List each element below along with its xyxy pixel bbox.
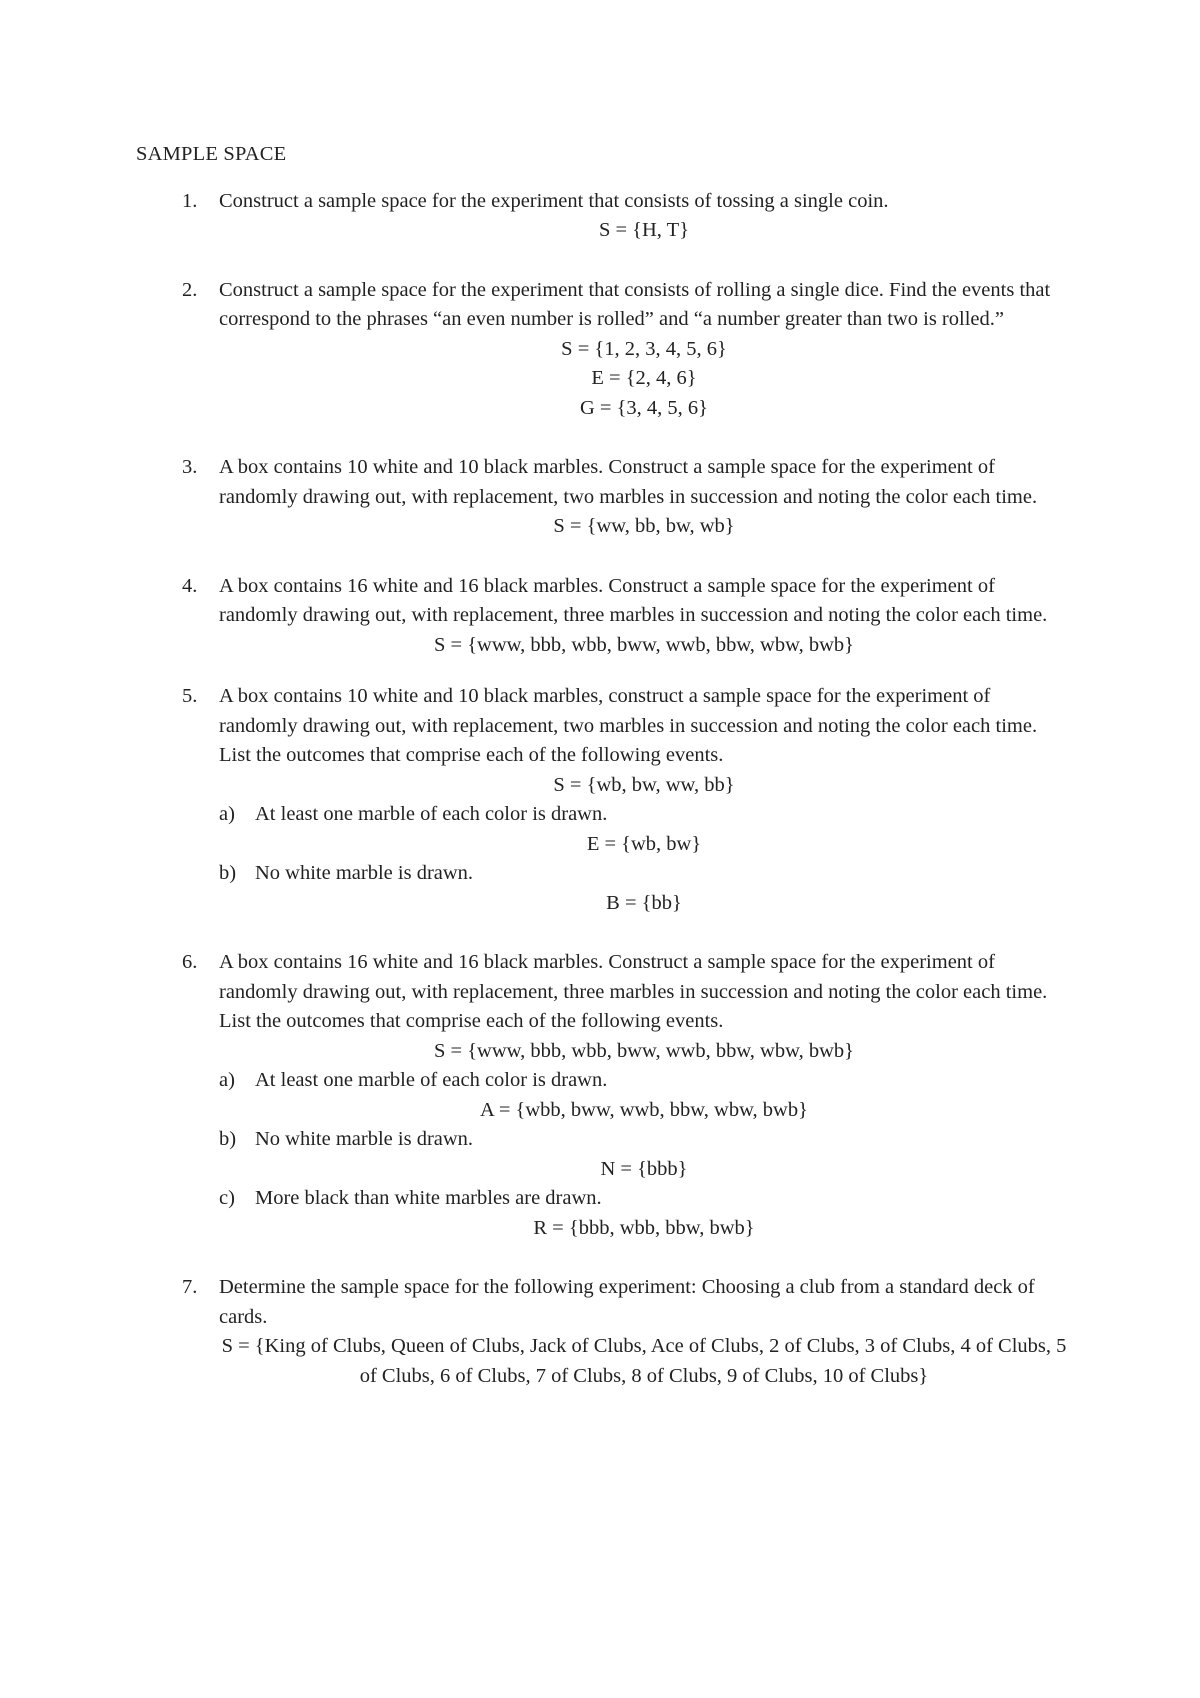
question-number: 4. — [182, 574, 198, 597]
question-number: 7. — [182, 1276, 198, 1298]
sub-question-label: a) — [219, 803, 235, 825]
question-3 — [136, 453, 1060, 542]
question-number: 1. — [182, 189, 198, 212]
answer-set: S = {1, 2, 3, 4, 5, 6} — [561, 337, 727, 360]
page-title: SAMPLE SPACE — [136, 143, 287, 165]
answer-set: E = {2, 4, 6} — [591, 367, 697, 389]
sub-question-text: At least one marble of each color is drawn. — [255, 1069, 608, 1091]
question-text: Construct a sample space for the experiment that consists of tossing a single coin. — [219, 189, 889, 212]
answer-set: G = {3, 4, 5, 6} — [579, 396, 709, 419]
question-4 — [136, 572, 1060, 661]
question-number: 3. — [182, 456, 198, 478]
sub-question-text: No white marble is drawn. — [255, 1128, 474, 1150]
answer-set: S = {H, T} — [598, 219, 690, 241]
sub-answer-set: A = {wbb, bww, wwb, bbw, wbw, bwb} — [480, 1098, 808, 1121]
sub-question-text: More black than white marbles are drawn. — [255, 1187, 602, 1209]
question-number: 5. — [182, 685, 198, 707]
question-2 — [136, 276, 1060, 424]
sub-question-b — [219, 859, 1060, 889]
question-text: A box contains 10 white and 10 black marbles. Construct a sample space for the experiment of randomly drawing out, with replacement, two marbles in succession and noting the color each time. — [219, 456, 1038, 508]
answer-set: S = {King of Clubs, Queen of Clubs, Jack of Clubs, Ace of Clubs, 2 of Clubs, 3 of Clubs, 4 of Clubs, 5 of Clubs, 6 of Clubs, 7 of Clubs, 8 of Clubs, 9 of Clubs, 10 of Clubs} — [221, 1335, 1067, 1387]
question-5 — [136, 682, 1060, 918]
sub-question-a — [219, 1066, 1060, 1096]
question-text: A box contains 10 white and 10 black marbles, construct a sample space for the experiment of randomly drawing out, with replacement, two marbles in succession and noting the color each time. List the outcomes that comprise each of the following events. — [219, 685, 1038, 766]
sub-answer-set: N = {bbb} — [600, 1157, 688, 1180]
question-text: Determine the sample space for the following experiment: Choosing a club from a standard deck of cards. — [219, 1276, 1035, 1328]
sub-answer-set: R = {bbb, wbb, bbw, bwb} — [533, 1216, 755, 1239]
sub-question-text: No white marble is drawn. — [255, 862, 474, 884]
sub-question-label: b) — [219, 862, 237, 884]
answer-set: S = {wb, bw, ww, bb} — [553, 773, 735, 796]
sub-question-label: b) — [219, 1128, 237, 1150]
sub-answer-set: E = {wb, bw} — [586, 832, 702, 855]
sub-question-label: a) — [219, 1069, 235, 1091]
question-7 — [136, 1273, 1067, 1391]
question-6 — [136, 948, 1060, 1243]
sub-question-a — [219, 800, 1060, 830]
answer-set: S = {www, bbb, wbb, bww, wwb, bbw, wbw, bwb} — [434, 1039, 854, 1062]
sub-answer-set: B = {bb} — [606, 891, 682, 914]
sub-question-text: At least one marble of each color is drawn. — [255, 803, 608, 825]
question-text: A box contains 16 white and 16 black marbles. Construct a sample space for the experiment of randomly drawing out, with replacement, three marbles in succession and noting the color each time. — [219, 574, 1048, 626]
question-number: 6. — [182, 951, 198, 973]
question-1 — [136, 187, 1060, 246]
answer-set: S = {www, bbb, wbb, bww, wwb, bbw, wbw, bwb} — [434, 633, 854, 656]
sub-question-c — [219, 1184, 1060, 1214]
sub-question-label: c) — [219, 1187, 235, 1209]
question-text: Construct a sample space for the experiment that consists of rolling a single dice. Find the events that correspond to the phrases “an even number is rolled” and “a number greater than two is rolled.” — [219, 278, 1051, 330]
answer-set: S = {ww, bb, bw, wb} — [553, 515, 735, 537]
sub-question-b — [219, 1125, 1060, 1155]
question-text: A box contains 16 white and 16 black marbles. Construct a sample space for the experiment of randomly drawing out, with replacement, three marbles in succession and noting the color each time. List the outcomes that comprise each of the following events. — [219, 951, 1048, 1032]
question-number: 2. — [182, 278, 198, 301]
